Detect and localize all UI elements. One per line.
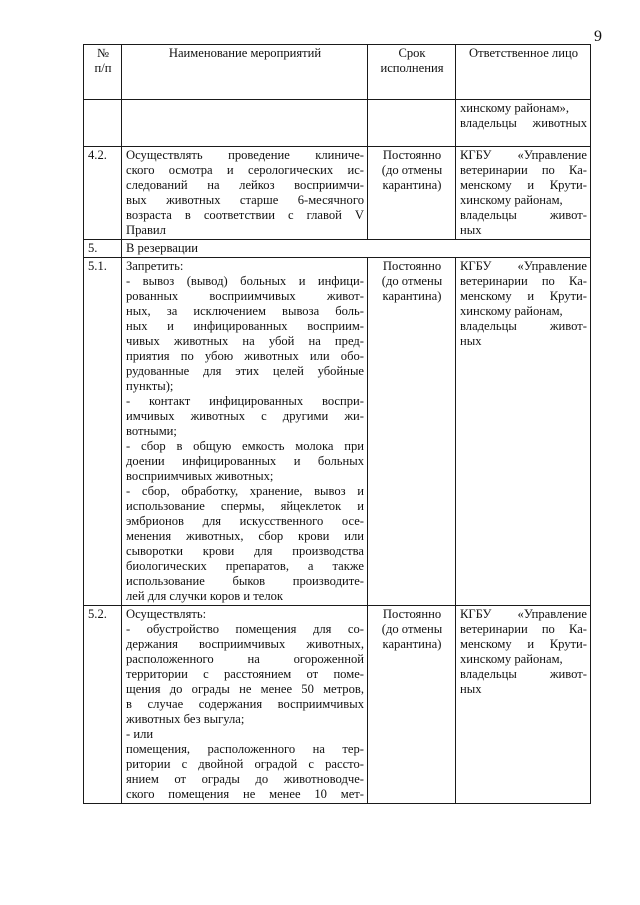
name-line: - обустройство помещения для со- <box>126 622 364 636</box>
name-line: эмбрионов для искусственного осе- <box>126 514 364 528</box>
name-line: ритории с двойной оградой с рассто- <box>126 757 364 771</box>
name-line: чивых животных на убой на пред- <box>126 334 364 348</box>
term-line: (до отмены <box>381 274 443 288</box>
table-row <box>84 100 591 147</box>
cell-term <box>368 258 456 606</box>
term-line: (до отмены <box>381 163 443 177</box>
name-line: Запретить: <box>126 259 184 273</box>
name-line: лей для случки коров и телок <box>126 589 284 603</box>
name-line: помещения, расположенного на тер- <box>126 742 364 756</box>
header-resp: Ответственное лицо <box>456 45 591 100</box>
name-line: следований на лейкоз восприимчи- <box>126 178 364 192</box>
resp-line: ветеринарии по Ка- <box>460 274 587 288</box>
name-line: приятия по убою животных или обо- <box>126 349 364 363</box>
name-line: вотными; <box>126 424 177 438</box>
name-line: восприимчивых животных; <box>126 469 274 483</box>
name-line: территории с расстоянием от поме- <box>126 667 364 681</box>
name-line: ского осмотра и серологических ис- <box>126 163 364 177</box>
resp-line: КГБУ «Управление <box>460 259 587 273</box>
term-line: Постоянно <box>382 607 442 621</box>
resp-line: ных <box>460 682 482 696</box>
name-line: Осуществлять проведение клиниче- <box>126 148 364 162</box>
table-row <box>84 258 591 606</box>
cell-num: 5.1. <box>84 258 122 606</box>
table-row <box>84 606 591 804</box>
term-line: карантина) <box>382 289 442 303</box>
header-term <box>368 45 456 100</box>
resp-line: менскому и Крути- <box>460 178 587 192</box>
term-line: Постоянно <box>382 259 442 273</box>
resp-line: владельцы животных <box>460 116 587 130</box>
name-line: доении инфицированных и больных <box>126 454 364 468</box>
resp-line: хинскому районам, <box>460 652 563 666</box>
name-line: ского помещения не менее 10 мет- <box>126 787 364 801</box>
term-line: (до отмены <box>381 622 443 636</box>
name-line: - или <box>126 727 154 741</box>
cell-num <box>84 100 122 147</box>
resp-line: хинскому районам, <box>460 304 563 318</box>
cell-name <box>122 100 368 147</box>
name-line: Правил <box>126 223 166 237</box>
cell-resp <box>456 147 591 240</box>
header-term-line: исполнения <box>380 61 444 75</box>
term-line: карантина) <box>382 178 442 192</box>
name-line: ных, за исключением вывоза боль- <box>126 304 364 318</box>
name-line: сыворотки крови для производства <box>126 544 364 558</box>
name-line: щения до ограды не менее 50 метров, <box>126 682 364 696</box>
name-line: пункты); <box>126 379 174 393</box>
name-line: янием от ограды до животноводче- <box>126 772 364 786</box>
resp-line: ных <box>460 334 482 348</box>
cell-name <box>122 606 368 804</box>
term-line: карантина) <box>382 637 442 651</box>
name-line: - контакт инфицированных воспри- <box>126 394 364 408</box>
section-title: В резервации <box>122 240 591 258</box>
name-line: возраста в соответствии с главой V <box>126 208 364 222</box>
header-num-line: № <box>96 46 110 60</box>
name-line: расположенного на огороженной <box>126 652 364 666</box>
resp-line: владельцы живот- <box>460 208 587 222</box>
resp-line: ветеринарии по Ка- <box>460 622 587 636</box>
name-line: биологических препаратов, а также <box>126 559 364 573</box>
cell-term <box>368 100 456 147</box>
name-line: в случае содержания восприимчивых <box>126 697 364 711</box>
resp-line: КГБУ «Управление <box>460 607 587 621</box>
name-line: держания восприимчивых животных, <box>126 637 364 651</box>
name-line: использование быков производите- <box>126 574 364 588</box>
measures-table <box>83 44 591 804</box>
table-row <box>84 240 591 258</box>
resp-line: владельцы живот- <box>460 319 587 333</box>
name-line: - вывоз (вывод) больных и инфици- <box>126 274 364 288</box>
page-number: 9 <box>594 28 602 45</box>
header-num-line: п/п <box>94 61 112 75</box>
cell-resp <box>456 606 591 804</box>
name-line: - сбор в общую емкость молока при <box>126 439 364 453</box>
header-name: Наименование мероприятий <box>122 45 368 100</box>
header-term-line: Срок <box>398 46 426 60</box>
cell-name <box>122 258 368 606</box>
name-line: ных и инфицированных восприим- <box>126 319 364 333</box>
name-line: рованных восприимчивых живот- <box>126 289 364 303</box>
name-line: рудованные для этих целей убойные <box>126 364 364 378</box>
term-line: Постоянно <box>382 148 442 162</box>
name-line: - сбор, обработку, хранение, вывоз и <box>126 484 364 498</box>
header-num <box>84 45 122 100</box>
cell-name <box>122 147 368 240</box>
table-row <box>84 147 591 240</box>
name-line: использование спермы, яйцеклеток и <box>126 499 364 513</box>
cell-num: 4.2. <box>84 147 122 240</box>
name-line: имчивых животных с другими жи- <box>126 409 364 423</box>
resp-line: КГБУ «Управление <box>460 148 587 162</box>
name-line: вых животных старше 6-месячного <box>126 193 364 207</box>
cell-resp <box>456 100 591 147</box>
name-line: менения животных, сбор крови или <box>126 529 364 543</box>
cell-num: 5.2. <box>84 606 122 804</box>
name-line: Осуществлять: <box>126 607 207 621</box>
table-header-row <box>84 45 591 100</box>
cell-term <box>368 606 456 804</box>
cell-term <box>368 147 456 240</box>
cell-resp <box>456 258 591 606</box>
resp-line: хинскому районам, <box>460 193 563 207</box>
resp-line: хинскому районам», <box>460 101 569 115</box>
resp-line: ветеринарии по Ка- <box>460 163 587 177</box>
name-line: животных без выгула; <box>126 712 245 726</box>
resp-line: менскому и Крути- <box>460 637 587 651</box>
cell-num: 5. <box>84 240 122 258</box>
resp-line: менскому и Крути- <box>460 289 587 303</box>
resp-line: ных <box>460 223 482 237</box>
resp-line: владельцы живот- <box>460 667 587 681</box>
